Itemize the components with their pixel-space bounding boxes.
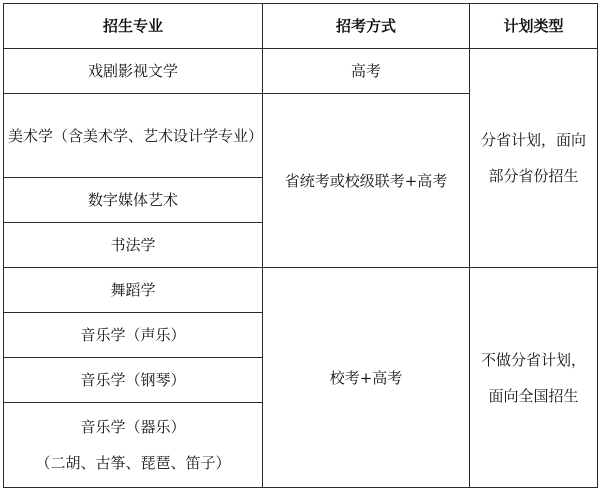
major-line-1: 音乐学（器乐） <box>80 418 186 436</box>
major-cell: 音乐学（钢琴） <box>4 358 263 403</box>
admissions-table <box>3 3 598 488</box>
header-plan-type: 计划类型 <box>470 4 598 49</box>
major-cell: 戏剧影视文学 <box>4 49 263 94</box>
table-row <box>4 268 598 313</box>
major-cell: 数字媒体艺术 <box>4 178 263 223</box>
major-cell: 音乐学（声乐） <box>4 313 263 358</box>
major-line-2: （二胡、古筝、琵琶、笛子） <box>35 454 231 472</box>
header-method: 招考方式 <box>263 4 470 49</box>
method-cell: 校考+高考 <box>263 268 470 488</box>
major-cell: 舞蹈学 <box>4 268 263 313</box>
method-cell: 省统考或校级联考+高考 <box>263 94 470 268</box>
major-cell: 美术学（含美术学、艺术设计学专业） <box>4 94 263 178</box>
header-major: 招生专业 <box>4 4 263 49</box>
major-cell <box>4 403 263 488</box>
table-row <box>4 49 598 94</box>
method-cell: 高考 <box>263 49 470 94</box>
plan-type-cell: 分省计划，面向部分省份招生 <box>470 49 598 268</box>
header-row <box>4 4 598 49</box>
major-cell: 书法学 <box>4 223 263 268</box>
plan-type-cell: 不做分省计划，面向全国招生 <box>470 268 598 488</box>
